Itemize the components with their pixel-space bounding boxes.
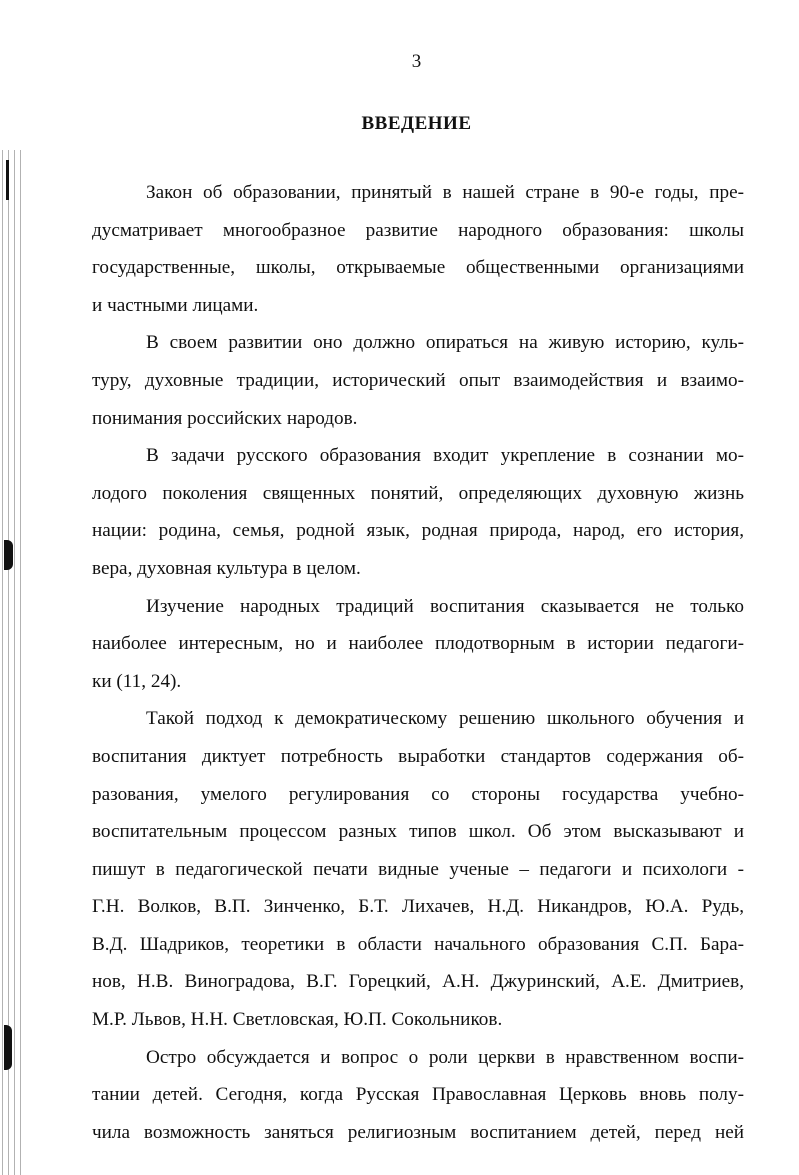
section-title: ВВЕДЕНИЕ (361, 113, 472, 134)
text-line: В задачи русского образования входит укрепление в сознании мо- (146, 445, 744, 467)
text-line: наиболее интересным, но и наиболее плодотворным в истории педагоги- (92, 633, 744, 655)
text-line: В.Д. Шадриков, теоретики в области начального образования С.П. Бара- (92, 933, 744, 955)
text-line: М.Р. Львов, Н.Н. Светловская, Ю.П. Сокольников. (92, 1009, 503, 1031)
text-line: дусматривает многообразное развитие народного образования: школы (92, 219, 744, 241)
scan-mark-artifact (6, 160, 9, 200)
text-line: Остро обсуждается и вопрос о роли церкви в нравственном воспи- (146, 1046, 744, 1068)
scan-mark-artifact (4, 540, 13, 570)
text-line: вера, духовная культура в целом. (92, 557, 361, 579)
text-line: лодого поколения священных понятий, определяющих духовную жизнь (92, 482, 744, 504)
scan-mark-artifact (4, 1025, 12, 1070)
body-text (92, 174, 744, 1151)
text-line: тании детей. Сегодня, когда Русская Православная Церковь вновь полу- (92, 1084, 744, 1106)
text-line: чила возможность заняться религиозным воспитанием детей, перед ней (92, 1121, 744, 1143)
text-line: и частными лицами. (92, 294, 259, 316)
scan-edge-artifact (0, 150, 22, 1175)
text-line: воспитания диктует потребность выработки стандартов содержания об- (92, 745, 744, 767)
text-line: нации: родина, семья, родной язык, родная природа, народ, его история, (92, 520, 744, 542)
text-line: пишут в педагогической печати видные ученые – педагоги и психологи - (92, 858, 744, 880)
text-line: понимания российских народов. (92, 407, 358, 429)
text-line: В своем развитии оно должно опираться на живую историю, куль- (146, 332, 744, 354)
text-line: Закон об образовании, принятый в нашей стране в 90-е годы, пре- (146, 182, 744, 203)
text-line: туру, духовные традиции, исторический опыт взаимодействия и взаимо- (92, 369, 744, 391)
text-line: разования, умелого регулирования со стороны государства учебно- (92, 783, 744, 805)
text-line: нов, Н.В. Виноградова, В.Г. Горецкий, А.Н. Джуринский, А.Е. Дмитриев, (92, 971, 744, 993)
text-line: Такой подход к демократическому решению школьного обучения и (146, 708, 744, 730)
page-number: 3 (411, 51, 422, 72)
text-line: Г.Н. Волков, В.П. Зинченко, Б.Т. Лихачев, Н.Д. Никандров, Ю.А. Рудь, (92, 896, 744, 918)
text-line: воспитательным процессом разных типов школ. Об этом высказывают и (92, 821, 744, 843)
text-line: ки (11, 24). (92, 670, 182, 692)
text-line: Изучение народных традиций воспитания сказывается не только (146, 595, 744, 617)
text-line: государственные, школы, открываемые общественными организациями (92, 257, 744, 279)
